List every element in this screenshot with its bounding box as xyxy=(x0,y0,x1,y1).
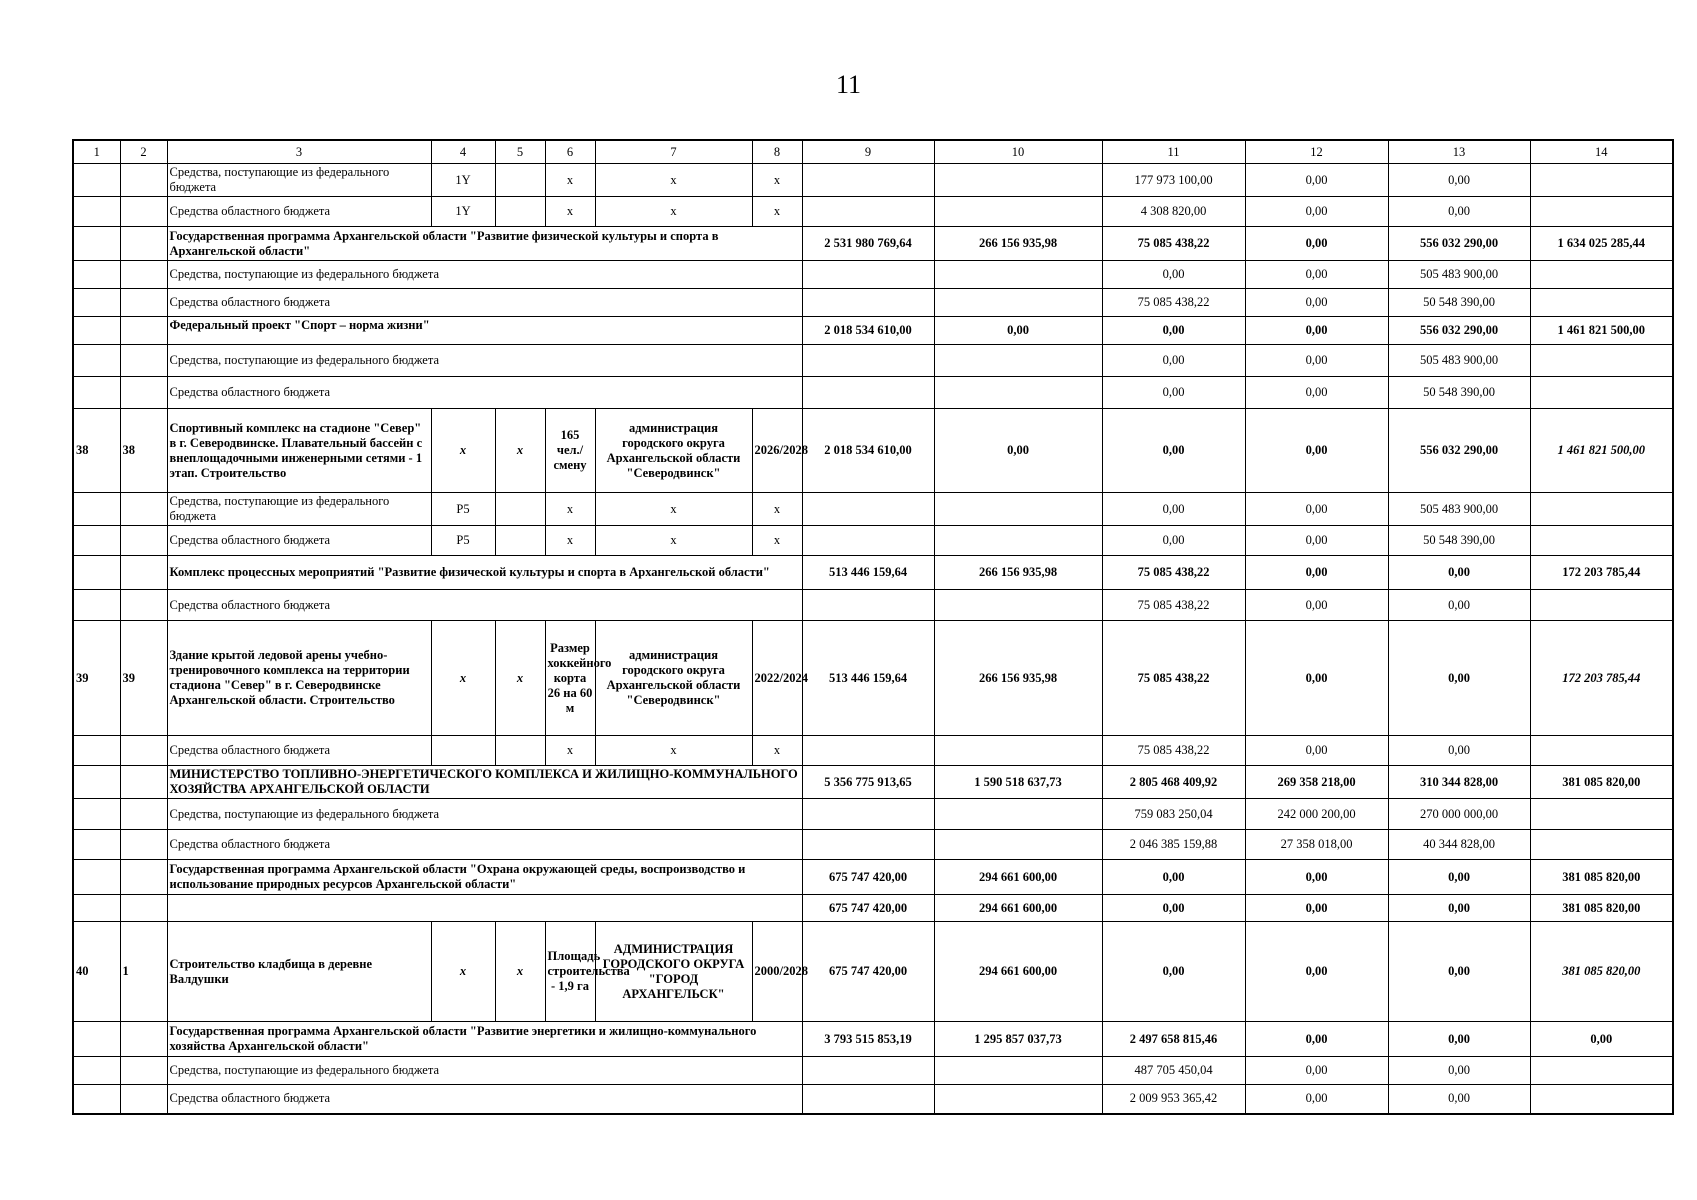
table-row xyxy=(73,590,1673,621)
value-cell: 0,00 xyxy=(1245,860,1388,895)
fund-label: Средства областного бюджета xyxy=(167,377,802,409)
header-row xyxy=(73,140,1673,164)
header-cell: 12 xyxy=(1245,140,1388,164)
table-row xyxy=(73,1085,1673,1114)
header-cell: 8 xyxy=(752,140,802,164)
empty-title xyxy=(167,895,802,922)
value-cell: 0,00 xyxy=(1245,895,1388,922)
value-cell: 40 344 828,00 xyxy=(1388,830,1530,860)
value-cell: 0,00 xyxy=(1102,922,1245,1022)
value-cell: 0,00 xyxy=(1388,590,1530,621)
row-number: 38 xyxy=(73,409,120,493)
fund-label: Средства областного бюджета xyxy=(167,830,802,860)
value-cell: 0,00 xyxy=(1245,1057,1388,1085)
value-cell: 0,00 xyxy=(1245,197,1388,227)
value-cell: 0,00 xyxy=(1245,345,1388,377)
object-name: Здание крытой ледовой арены учебно-тренировочного комплекса на территории стадиона "Север" в г. Северодвинске Архангельской области. Строительство xyxy=(167,621,431,736)
value-cell: 270 000 000,00 xyxy=(1388,799,1530,830)
x-cell: x xyxy=(545,736,595,766)
value-cell: 4 308 820,00 xyxy=(1102,197,1245,227)
value-cell: 0,00 xyxy=(1245,590,1388,621)
table-row xyxy=(73,895,1673,922)
value-cell: 0,00 xyxy=(1388,895,1530,922)
customer-cell: АДМИНИСТРАЦИЯ ГОРОДСКОГО ОКРУГА "ГОРОД АРХАНГЕЛЬСК" xyxy=(595,922,752,1022)
value-cell: 50 548 390,00 xyxy=(1388,289,1530,317)
value-cell: 556 032 290,00 xyxy=(1388,227,1530,261)
value-cell: 505 483 900,00 xyxy=(1388,493,1530,526)
value-cell: 0,00 xyxy=(1388,1057,1530,1085)
value-cell: 75 085 438,22 xyxy=(1102,289,1245,317)
value-cell: 1 461 821 500,00 xyxy=(1530,317,1673,345)
table-row xyxy=(73,922,1673,1022)
value-cell: 0,00 xyxy=(1245,289,1388,317)
x-cell: x xyxy=(752,197,802,227)
value-cell: 675 747 420,00 xyxy=(802,895,934,922)
value-cell: 0,00 xyxy=(1388,1085,1530,1114)
period-cell: 2000/2028 xyxy=(752,922,802,1022)
value-cell: 0,00 xyxy=(1245,493,1388,526)
capacity-cell: Размер хоккейного корта 26 на 60 м xyxy=(545,621,595,736)
x-cell: x xyxy=(495,621,545,736)
value-cell: 0,00 xyxy=(1388,621,1530,736)
value-cell: 2 009 953 365,42 xyxy=(1102,1085,1245,1114)
fund-label: Средства областного бюджета xyxy=(167,590,802,621)
value-cell: 1 634 025 285,44 xyxy=(1530,227,1673,261)
budget-table xyxy=(72,139,1674,1115)
value-cell: 3 793 515 853,19 xyxy=(802,1022,934,1057)
header-cell: 11 xyxy=(1102,140,1245,164)
program-title: Государственная программа Архангельской области "Развитие энергетики и жилищно-коммунального хозяйства Архангельской области" xyxy=(167,1022,802,1057)
value-cell: 0,00 xyxy=(1245,1085,1388,1114)
value-cell: 505 483 900,00 xyxy=(1388,345,1530,377)
value-cell: 675 747 420,00 xyxy=(802,860,934,895)
value-cell: 556 032 290,00 xyxy=(1388,409,1530,493)
value-cell: 1 295 857 037,73 xyxy=(934,1022,1102,1057)
value-cell: 0,00 xyxy=(1388,1022,1530,1057)
value-cell: 0,00 xyxy=(1245,317,1388,345)
x-cell: x xyxy=(545,526,595,556)
value-cell: 0,00 xyxy=(1245,1022,1388,1057)
table-row xyxy=(73,227,1673,261)
project-title: Федеральный проект "Спорт – норма жизни" xyxy=(167,317,802,345)
value-cell: 266 156 935,98 xyxy=(934,556,1102,590)
header-cell: 1 xyxy=(73,140,120,164)
row-number: 1 xyxy=(120,922,167,1022)
value-cell: 1 590 518 637,73 xyxy=(934,766,1102,799)
value-cell: 27 358 018,00 xyxy=(1245,830,1388,860)
header-cell: 10 xyxy=(934,140,1102,164)
x-cell: x xyxy=(595,493,752,526)
value-cell: 0,00 xyxy=(1245,261,1388,289)
header-cell: 5 xyxy=(495,140,545,164)
customer-cell: администрация городского округа Архангельской области "Северодвинск" xyxy=(595,621,752,736)
x-cell: x xyxy=(431,621,495,736)
value-cell: 294 661 600,00 xyxy=(934,922,1102,1022)
fund-label: Средства, поступающие из федерального бюджета xyxy=(167,799,802,830)
header-cell: 7 xyxy=(595,140,752,164)
value-cell: 513 446 159,64 xyxy=(802,556,934,590)
header-cell: 9 xyxy=(802,140,934,164)
fund-label: Средства, поступающие из федерального бюджета xyxy=(167,493,431,526)
value-cell: 75 085 438,22 xyxy=(1102,621,1245,736)
value-cell: 0,00 xyxy=(1245,621,1388,736)
value-cell: 0,00 xyxy=(934,409,1102,493)
row-number: 39 xyxy=(120,621,167,736)
value-cell: 172 203 785,44 xyxy=(1530,621,1673,736)
value-cell: 0,00 xyxy=(1102,345,1245,377)
value-cell: 0,00 xyxy=(1245,922,1388,1022)
value-cell: 172 203 785,44 xyxy=(1530,556,1673,590)
page-number: 11 xyxy=(835,70,862,99)
value-cell: 0,00 xyxy=(1388,197,1530,227)
code-cell: 1Y xyxy=(431,164,495,197)
table-row xyxy=(73,736,1673,766)
table-row xyxy=(73,345,1673,377)
value-cell: 556 032 290,00 xyxy=(1388,317,1530,345)
capacity-cell: Площадь строительства - 1,9 га xyxy=(545,922,595,1022)
fund-label: Средства, поступающие из федерального бюджета xyxy=(167,164,431,197)
value-cell: 0,00 xyxy=(1102,526,1245,556)
object-name: Строительство кладбища в деревне Валдушки xyxy=(167,922,431,1022)
value-cell: 381 085 820,00 xyxy=(1530,766,1673,799)
fund-label: Средства областного бюджета xyxy=(167,197,431,227)
x-cell: x xyxy=(752,164,802,197)
code-cell: P5 xyxy=(431,493,495,526)
value-cell: 0,00 xyxy=(1102,493,1245,526)
value-cell: 2 046 385 159,88 xyxy=(1102,830,1245,860)
header-cell: 4 xyxy=(431,140,495,164)
value-cell: 759 083 250,04 xyxy=(1102,799,1245,830)
value-cell: 294 661 600,00 xyxy=(934,860,1102,895)
value-cell: 0,00 xyxy=(1245,164,1388,197)
value-cell: 310 344 828,00 xyxy=(1388,766,1530,799)
table-row xyxy=(73,526,1673,556)
table-row xyxy=(73,164,1673,197)
value-cell: 294 661 600,00 xyxy=(934,895,1102,922)
value-cell: 2 018 534 610,00 xyxy=(802,409,934,493)
table-row xyxy=(73,766,1673,799)
program-title: Комплекс процессных мероприятий "Развитие физической культуры и спорта в Архангельской области" xyxy=(167,556,802,590)
table-row xyxy=(73,1022,1673,1057)
value-cell: 0,00 xyxy=(1102,377,1245,409)
value-cell: 381 085 820,00 xyxy=(1530,922,1673,1022)
value-cell: 269 358 218,00 xyxy=(1245,766,1388,799)
fund-label: Средства областного бюджета xyxy=(167,1085,802,1114)
value-cell: 0,00 xyxy=(1388,736,1530,766)
row-number: 39 xyxy=(73,621,120,736)
value-cell: 0,00 xyxy=(1102,895,1245,922)
x-cell: x xyxy=(595,164,752,197)
code-cell: P5 xyxy=(431,526,495,556)
x-cell: x xyxy=(431,922,495,1022)
code-cell: 1Y xyxy=(431,197,495,227)
table-row xyxy=(73,621,1673,736)
fund-label: Средства областного бюджета xyxy=(167,736,431,766)
value-cell: 0,00 xyxy=(1245,556,1388,590)
value-cell: 0,00 xyxy=(1388,164,1530,197)
value-cell: 0,00 xyxy=(1245,409,1388,493)
x-cell: x xyxy=(595,526,752,556)
table-row xyxy=(73,556,1673,590)
table-row xyxy=(73,493,1673,526)
table-row xyxy=(73,261,1673,289)
x-cell: x xyxy=(431,409,495,493)
value-cell: 1 461 821 500,00 xyxy=(1530,409,1673,493)
value-cell: 242 000 200,00 xyxy=(1245,799,1388,830)
value-cell: 75 085 438,22 xyxy=(1102,227,1245,261)
value-cell: 2 497 658 815,46 xyxy=(1102,1022,1245,1057)
capacity-cell: 165 чел./смену xyxy=(545,409,595,493)
object-name: Спортивный комплекс на стадионе "Север" в г. Северодвинске. Плавательный бассейн с внеплощадочными инженерными сетями - 1 этап. Строительство xyxy=(167,409,431,493)
value-cell: 0,00 xyxy=(1245,526,1388,556)
value-cell: 177 973 100,00 xyxy=(1102,164,1245,197)
value-cell: 0,00 xyxy=(1245,736,1388,766)
period-cell: 2022/2024 xyxy=(752,621,802,736)
x-cell: x xyxy=(545,493,595,526)
table-row xyxy=(73,830,1673,860)
table-row xyxy=(73,317,1673,345)
value-cell: 5 356 775 913,65 xyxy=(802,766,934,799)
value-cell: 75 085 438,22 xyxy=(1102,736,1245,766)
value-cell: 2 805 468 409,92 xyxy=(1102,766,1245,799)
row-number: 40 xyxy=(73,922,120,1022)
value-cell: 381 085 820,00 xyxy=(1530,895,1673,922)
program-title: Государственная программа Архангельской области "Развитие физической культуры и спорта в Архангельской области" xyxy=(167,227,802,261)
fund-label: Средства, поступающие из федерального бюджета xyxy=(167,261,802,289)
fund-label: Средства областного бюджета xyxy=(167,526,431,556)
x-cell: x xyxy=(495,922,545,1022)
value-cell: 0,00 xyxy=(1102,409,1245,493)
customer-cell: администрация городского округа Архангельской области "Северодвинск" xyxy=(595,409,752,493)
table-row xyxy=(73,377,1673,409)
header-cell: 2 xyxy=(120,140,167,164)
value-cell: 0,00 xyxy=(1245,227,1388,261)
value-cell: 0,00 xyxy=(1102,860,1245,895)
fund-label: Средства областного бюджета xyxy=(167,289,802,317)
value-cell: 0,00 xyxy=(1102,317,1245,345)
x-cell: x xyxy=(752,526,802,556)
row-number: 38 xyxy=(120,409,167,493)
table-row xyxy=(73,799,1673,830)
value-cell: 0,00 xyxy=(1388,556,1530,590)
program-title: Государственная программа Архангельской области "Охрана окружающей среды, воспроизводство и использование природных ресурсов Архангельской области" xyxy=(167,860,802,895)
value-cell: 0,00 xyxy=(1388,860,1530,895)
value-cell: 50 548 390,00 xyxy=(1388,526,1530,556)
value-cell: 2 531 980 769,64 xyxy=(802,227,934,261)
x-cell: x xyxy=(752,493,802,526)
header-cell: 14 xyxy=(1530,140,1673,164)
value-cell: 0,00 xyxy=(934,317,1102,345)
table-row xyxy=(73,1057,1673,1085)
table-row xyxy=(73,197,1673,227)
x-cell: x xyxy=(595,197,752,227)
x-cell: x xyxy=(545,164,595,197)
value-cell: 2 018 534 610,00 xyxy=(802,317,934,345)
period-cell: 2026/2028 xyxy=(752,409,802,493)
value-cell: 0,00 xyxy=(1102,261,1245,289)
value-cell: 487 705 450,04 xyxy=(1102,1057,1245,1085)
value-cell: 266 156 935,98 xyxy=(934,227,1102,261)
header-cell: 6 xyxy=(545,140,595,164)
value-cell: 0,00 xyxy=(1530,1022,1673,1057)
table-row xyxy=(73,289,1673,317)
x-cell: x xyxy=(495,409,545,493)
value-cell: 75 085 438,22 xyxy=(1102,556,1245,590)
value-cell: 0,00 xyxy=(1388,922,1530,1022)
value-cell: 50 548 390,00 xyxy=(1388,377,1530,409)
value-cell: 75 085 438,22 xyxy=(1102,590,1245,621)
header-cell: 13 xyxy=(1388,140,1530,164)
x-cell: x xyxy=(752,736,802,766)
table-row xyxy=(73,860,1673,895)
value-cell: 0,00 xyxy=(1245,377,1388,409)
x-cell: x xyxy=(545,197,595,227)
fund-label: Средства, поступающие из федерального бюджета xyxy=(167,345,802,377)
value-cell: 505 483 900,00 xyxy=(1388,261,1530,289)
value-cell: 381 085 820,00 xyxy=(1530,860,1673,895)
fund-label: Средства, поступающие из федерального бюджета xyxy=(167,1057,802,1085)
value-cell: 675 747 420,00 xyxy=(802,922,934,1022)
ministry-title: МИНИСТЕРСТВО ТОПЛИВНО-ЭНЕРГЕТИЧЕСКОГО КОМПЛЕКСА И ЖИЛИЩНО-КОММУНАЛЬНОГО ХОЗЯЙСТВА АРХАНГЕЛЬСКОЙ ОБЛАСТИ xyxy=(167,766,802,799)
header-cell: 3 xyxy=(167,140,431,164)
table-row xyxy=(73,409,1673,493)
value-cell: 266 156 935,98 xyxy=(934,621,1102,736)
value-cell: 513 446 159,64 xyxy=(802,621,934,736)
x-cell: x xyxy=(595,736,752,766)
